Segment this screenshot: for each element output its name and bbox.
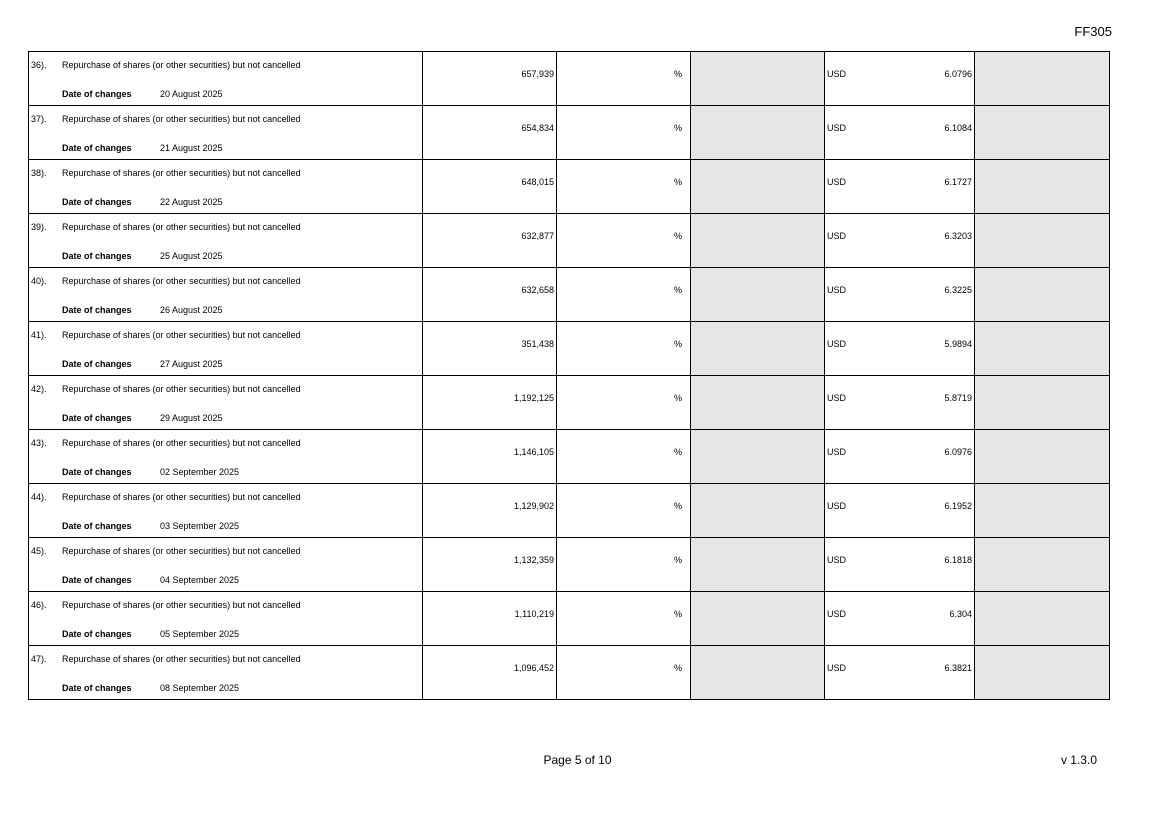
price-value: 6.3225: [944, 285, 972, 295]
shares-cell: [423, 538, 557, 592]
currency-code: USD: [827, 339, 847, 349]
date-of-changes-value: 27 August 2025: [160, 359, 223, 369]
shares-count: 1,146,105: [513, 447, 554, 457]
table-row: [29, 430, 1110, 484]
event-description: Repurchase of shares (or other securities) but not cancelled: [62, 330, 301, 340]
shares-cell: [423, 268, 557, 322]
table-body: [29, 52, 1110, 700]
row-number: 43).: [31, 438, 47, 448]
shaded-cell: [975, 322, 1110, 376]
description-cell: [29, 322, 423, 376]
table-row: [29, 376, 1110, 430]
price-value: 6.0796: [944, 69, 972, 79]
price-cell: [825, 592, 975, 646]
percent-sign: %: [673, 663, 682, 673]
percent-cell: [557, 322, 691, 376]
price-cell: [825, 430, 975, 484]
percent-cell: [557, 592, 691, 646]
price-value: 6.304: [949, 609, 972, 619]
shares-count: 1,132,359: [513, 555, 554, 565]
description-cell: [29, 268, 423, 322]
table-row: [29, 160, 1110, 214]
price-cell: [825, 376, 975, 430]
percent-cell: [557, 106, 691, 160]
percent-sign: %: [673, 609, 682, 619]
date-of-changes-value: 20 August 2025: [160, 89, 223, 99]
row-number: 37).: [31, 114, 47, 124]
currency-code: USD: [827, 663, 847, 673]
currency-code: USD: [827, 285, 847, 295]
shares-cell: [423, 52, 557, 106]
event-description: Repurchase of shares (or other securities) but not cancelled: [62, 276, 301, 286]
date-of-changes-label: Date of changes: [62, 143, 132, 153]
date-of-changes-value: 03 September 2025: [160, 521, 240, 531]
table-row: [29, 214, 1110, 268]
row-number: 38).: [31, 168, 47, 178]
shaded-cell: [975, 160, 1110, 214]
shaded-cell: [691, 52, 825, 106]
price-value: 6.1727: [944, 177, 972, 187]
row-number: 47).: [31, 654, 47, 664]
shares-cell: [423, 214, 557, 268]
description-cell: [29, 214, 423, 268]
row-number: 45).: [31, 546, 47, 556]
event-description: Repurchase of shares (or other securities) but not cancelled: [62, 438, 301, 448]
shaded-cell: [975, 430, 1110, 484]
percent-sign: %: [673, 393, 682, 403]
table-row: [29, 484, 1110, 538]
date-of-changes-label: Date of changes: [62, 683, 132, 693]
description-cell: [29, 646, 423, 700]
description-cell: [29, 538, 423, 592]
row-number: 36).: [31, 60, 47, 70]
shares-count: 1,110,219: [514, 609, 554, 619]
price-value: 6.1952: [944, 501, 972, 511]
shares-count: 648,015: [521, 177, 554, 187]
shares-cell: [423, 160, 557, 214]
percent-cell: [557, 214, 691, 268]
shares-cell: [423, 376, 557, 430]
shaded-cell: [975, 268, 1110, 322]
price-cell: [825, 268, 975, 322]
shaded-cell: [691, 106, 825, 160]
shaded-cell: [975, 106, 1110, 160]
date-of-changes-value: 05 September 2025: [160, 629, 240, 639]
currency-code: USD: [827, 393, 847, 403]
currency-code: USD: [827, 609, 847, 619]
currency-code: USD: [827, 177, 847, 187]
description-cell: [29, 106, 423, 160]
shaded-cell: [975, 646, 1110, 700]
shaded-cell: [691, 484, 825, 538]
date-of-changes-label: Date of changes: [62, 89, 132, 99]
event-description: Repurchase of shares (or other securities) but not cancelled: [62, 114, 301, 124]
price-value: 6.3821: [944, 663, 972, 673]
date-of-changes-label: Date of changes: [62, 251, 132, 261]
percent-sign: %: [673, 123, 682, 133]
price-cell: [825, 52, 975, 106]
percent-cell: [557, 160, 691, 214]
percent-cell: [557, 538, 691, 592]
shaded-cell: [975, 592, 1110, 646]
table-row: [29, 322, 1110, 376]
price-cell: [825, 106, 975, 160]
shares-cell: [423, 430, 557, 484]
shaded-cell: [691, 160, 825, 214]
row-number: 40).: [31, 276, 47, 286]
shaded-cell: [691, 268, 825, 322]
date-of-changes-value: 02 September 2025: [160, 467, 240, 477]
shaded-cell: [691, 376, 825, 430]
event-description: Repurchase of shares (or other securities) but not cancelled: [62, 384, 301, 394]
row-number: 39).: [31, 222, 47, 232]
percent-sign: %: [673, 501, 682, 511]
description-cell: [29, 52, 423, 106]
form-code: FF305: [1074, 24, 1112, 39]
row-number: 46).: [31, 600, 47, 610]
shares-cell: [423, 592, 557, 646]
row-number: 44).: [31, 492, 47, 502]
percent-sign: %: [673, 555, 682, 565]
shares-count: 351,438: [521, 339, 554, 349]
date-of-changes-label: Date of changes: [62, 359, 132, 369]
shaded-cell: [975, 538, 1110, 592]
date-of-changes-value: 08 September 2025: [160, 683, 240, 693]
table-row: [29, 592, 1110, 646]
shares-count: 632,658: [521, 285, 554, 295]
date-of-changes-value: 26 August 2025: [160, 305, 223, 315]
percent-sign: %: [673, 177, 682, 187]
percent-cell: [557, 430, 691, 484]
currency-code: USD: [827, 231, 847, 241]
shaded-cell: [691, 214, 825, 268]
date-of-changes-value: 29 August 2025: [160, 413, 223, 423]
percent-sign: %: [673, 447, 682, 457]
shaded-cell: [975, 484, 1110, 538]
date-of-changes-label: Date of changes: [62, 575, 132, 585]
price-cell: [825, 538, 975, 592]
date-of-changes-value: 22 August 2025: [160, 197, 223, 207]
shares-count: 654,834: [521, 123, 554, 133]
event-description: Repurchase of shares (or other securities) but not cancelled: [62, 546, 301, 556]
shaded-cell: [691, 322, 825, 376]
description-cell: [29, 160, 423, 214]
price-value: 5.9894: [944, 339, 972, 349]
date-of-changes-label: Date of changes: [62, 629, 132, 639]
price-value: 6.1084: [944, 123, 972, 133]
price-value: 6.3203: [944, 231, 972, 241]
row-number: 41).: [31, 330, 47, 340]
shares-cell: [423, 322, 557, 376]
price-cell: [825, 160, 975, 214]
price-cell: [825, 214, 975, 268]
event-description: Repurchase of shares (or other securities) but not cancelled: [62, 492, 301, 502]
currency-code: USD: [827, 501, 847, 511]
date-of-changes-label: Date of changes: [62, 197, 132, 207]
price-value: 6.1818: [944, 555, 972, 565]
description-cell: [29, 592, 423, 646]
event-description: Repurchase of shares (or other securities) but not cancelled: [62, 654, 301, 664]
shares-count: 1,096,452: [513, 663, 554, 673]
price-cell: [825, 484, 975, 538]
row-number: 42).: [31, 384, 47, 394]
date-of-changes-value: 25 August 2025: [160, 251, 223, 261]
percent-cell: [557, 52, 691, 106]
shaded-cell: [975, 214, 1110, 268]
shaded-cell: [975, 376, 1110, 430]
description-cell: [29, 430, 423, 484]
date-of-changes-value: 21 August 2025: [160, 143, 223, 153]
price-value: 6.0976: [944, 447, 972, 457]
date-of-changes-label: Date of changes: [62, 413, 132, 423]
table-row: [29, 646, 1110, 700]
percent-sign: %: [673, 231, 682, 241]
shares-cell: [423, 646, 557, 700]
shares-count: 657,939: [521, 69, 554, 79]
percent-cell: [557, 268, 691, 322]
event-description: Repurchase of shares (or other securities) but not cancelled: [62, 60, 301, 70]
shares-count: 1,192,125: [513, 393, 554, 403]
shaded-cell: [975, 52, 1110, 106]
percent-cell: [557, 484, 691, 538]
shares-cell: [423, 106, 557, 160]
shaded-cell: [691, 646, 825, 700]
shares-cell: [423, 484, 557, 538]
percent-cell: [557, 376, 691, 430]
currency-code: USD: [827, 123, 847, 133]
description-cell: [29, 484, 423, 538]
date-of-changes-label: Date of changes: [62, 467, 132, 477]
description-cell: [29, 376, 423, 430]
event-description: Repurchase of shares (or other securities) but not cancelled: [62, 168, 301, 178]
date-of-changes-label: Date of changes: [62, 305, 132, 315]
price-cell: [825, 322, 975, 376]
shares-count: 632,877: [521, 231, 554, 241]
price-cell: [825, 646, 975, 700]
percent-sign: %: [673, 69, 682, 79]
table-row: [29, 52, 1110, 106]
percent-sign: %: [673, 285, 682, 295]
price-value: 5.8719: [944, 393, 972, 403]
version-label: v 1.3.0: [1060, 753, 1097, 767]
table-row: [29, 268, 1110, 322]
date-of-changes-value: 04 September 2025: [160, 575, 240, 585]
percent-sign: %: [673, 339, 682, 349]
currency-code: USD: [827, 555, 847, 565]
percent-cell: [557, 646, 691, 700]
event-description: Repurchase of shares (or other securities) but not cancelled: [62, 600, 301, 610]
currency-code: USD: [827, 69, 847, 79]
shaded-cell: [691, 430, 825, 484]
currency-code: USD: [827, 447, 847, 457]
table-row: [29, 106, 1110, 160]
shares-count: 1,129,902: [513, 501, 554, 511]
page-number: Page 5 of 10: [543, 753, 612, 767]
shaded-cell: [691, 592, 825, 646]
table-row: [29, 538, 1110, 592]
date-of-changes-label: Date of changes: [62, 521, 132, 531]
share-movements-table: [28, 51, 1110, 700]
event-description: Repurchase of shares (or other securities) but not cancelled: [62, 222, 301, 232]
shaded-cell: [691, 538, 825, 592]
